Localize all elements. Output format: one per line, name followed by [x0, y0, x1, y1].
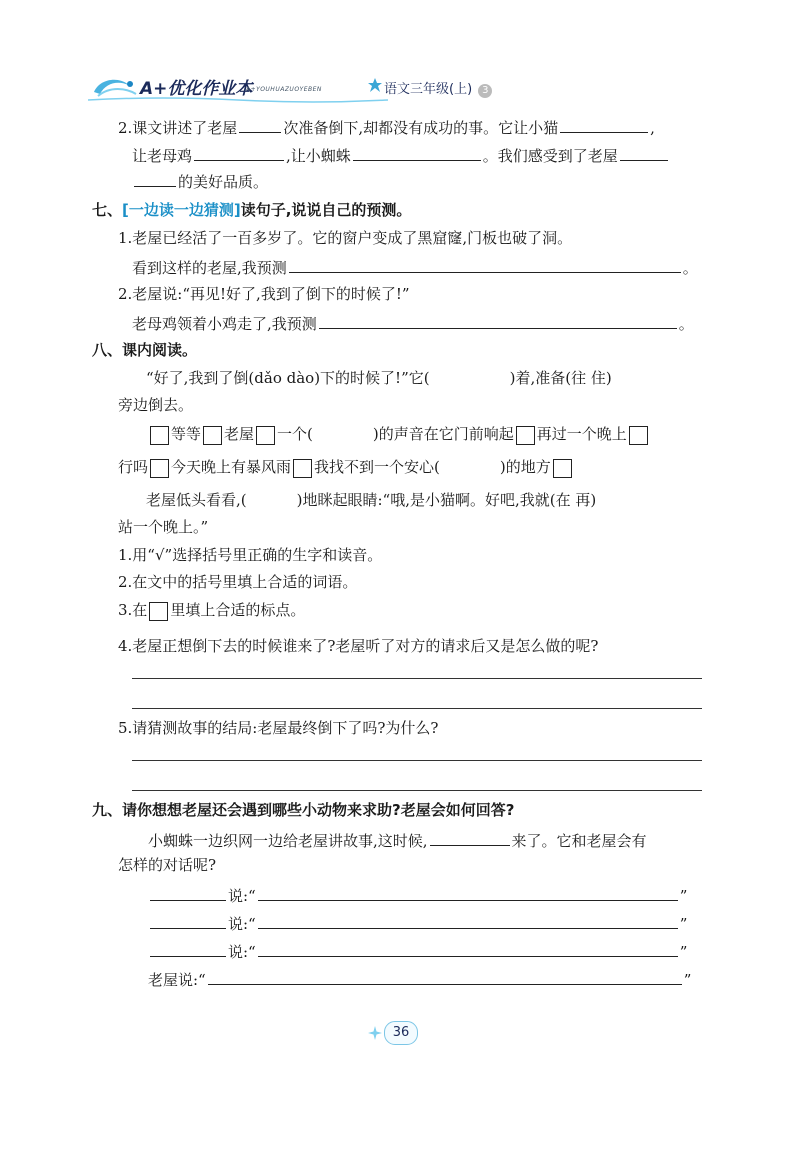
q9-title: 九、请你想想老屋还会遇到哪些小动物来求助?老屋会如何回答?: [92, 801, 515, 819]
punct-box-7[interactable]: [293, 459, 312, 478]
blank-spider[interactable]: [353, 144, 481, 161]
q6-2-line2: 让老母鸡 ,让小蜘蛛 。我们感受到了老屋: [132, 144, 670, 166]
q8-para2: 等等 老屋 一个( )的声音在它门前响起 再过一个晚上: [148, 424, 650, 445]
sparkle-icon: [368, 1026, 382, 1040]
q8-task2: 2.在文中的括号里填上合适的词语。: [118, 573, 358, 591]
speaker-blank-2[interactable]: [150, 912, 226, 929]
brand-title: A+优化作业本: [140, 79, 253, 99]
q8-task4: 4.老屋正想倒下去的时候谁来了?老屋听了对方的请求后又是怎么做的呢?: [118, 637, 599, 655]
q7-prompt2: 老母鸡领着小鸡走了,我预测 。: [132, 312, 694, 334]
q7-sentence1: 1.老屋已经活了一百多岁了。它的窗户变成了黑窟窿,门板也破了洞。: [118, 229, 573, 247]
q8-para3: 行吗 今天晚上有暴风雨 我找不到一个安心( )的地方: [118, 457, 574, 478]
q6-2-line3: 的美好品质。: [132, 170, 268, 192]
punct-box-3[interactable]: [256, 426, 275, 445]
q8-task1: 1.用“√”选择括号里正确的生字和读音。: [118, 546, 383, 564]
q8-para1: “好了,我到了倒(dǎo dào)下的时候了!”它( )着,准备(往 住): [146, 369, 612, 387]
q7-answer1[interactable]: [289, 256, 681, 273]
blank-cat[interactable]: [560, 116, 648, 133]
q7-answer2[interactable]: [319, 312, 677, 329]
punct-box-1[interactable]: [150, 426, 169, 445]
punct-box-2[interactable]: [203, 426, 222, 445]
dialogue-line-1: 说:“ ”: [148, 884, 687, 906]
blank-times[interactable]: [239, 116, 281, 133]
punct-box-8[interactable]: [553, 459, 572, 478]
q8-title: 八、课内阅读。: [92, 341, 198, 359]
q8-task3: 3.在 里填上合适的标点。: [118, 601, 306, 619]
q6-2-line1: 2.课文讲述了老屋 次准备倒下,却都没有成功的事。它让小猫 ,: [118, 116, 655, 138]
q7-sentence2: 2.老屋说:“再见!好了,我到了倒下的时候了!”: [118, 285, 410, 303]
q8-task5: 5.请猜测故事的结局:老屋最终倒下了吗?为什么?: [118, 719, 439, 737]
punct-box-6[interactable]: [150, 459, 169, 478]
q9-para1-end: 怎样的对话呢?: [118, 856, 217, 874]
q7-title: 七、[一边读一边猜测]读句子,说说自己的预测。: [92, 201, 412, 219]
q9-para1: 小蜘蛛一边织网一边给老屋讲故事,这时候, 来了。它和老屋会有: [148, 829, 647, 851]
q7-prompt1: 看到这样的老屋,我预测 。: [132, 256, 698, 278]
dialogue-answer-3[interactable]: [258, 940, 678, 957]
brand-subtitle: A+YOUHUAZUOYEBEN: [246, 86, 322, 93]
blank-quality1[interactable]: [620, 144, 668, 161]
dialogue-line-3: 说:“ ”: [148, 940, 687, 962]
q8-task5-answer-line2[interactable]: [132, 790, 702, 791]
q8-para4-end: 站一个晚上。”: [118, 518, 209, 536]
blank-hen[interactable]: [194, 144, 284, 161]
q8-task4-answer-line1[interactable]: [132, 678, 702, 679]
speaker-blank-3[interactable]: [150, 940, 226, 957]
dialogue-answer-house[interactable]: [208, 968, 682, 985]
dialogue-line-house: 老屋说:“ ”: [148, 968, 691, 990]
star-icon: [368, 78, 382, 92]
blank-quality2[interactable]: [134, 170, 176, 187]
punct-box-legend: [149, 602, 168, 621]
q8-task4-answer-line2[interactable]: [132, 708, 702, 709]
punct-box-4[interactable]: [516, 426, 535, 445]
q8-para1-end: 旁边倒去。: [118, 396, 194, 414]
q7-tag: [一边读一边猜测]: [122, 201, 241, 219]
speaker-blank-1[interactable]: [150, 884, 226, 901]
q9-animal-blank[interactable]: [430, 829, 510, 846]
header-divider-wave: [88, 96, 388, 104]
dialogue-answer-1[interactable]: [258, 884, 678, 901]
punct-box-5[interactable]: [629, 426, 648, 445]
q8-para4: 老屋低头看看,( )地眯起眼睛:“哦,是小猫啊。好吧,我就(在 再): [146, 491, 597, 509]
page-number: 36: [384, 1021, 418, 1045]
dialogue-line-2: 说:“ ”: [148, 912, 687, 934]
dialogue-answer-2[interactable]: [258, 912, 678, 929]
q8-task5-answer-line1[interactable]: [132, 760, 702, 761]
unit-badge: 3: [478, 84, 492, 98]
subject-grade: 语文三年级(上) 3: [384, 78, 492, 98]
